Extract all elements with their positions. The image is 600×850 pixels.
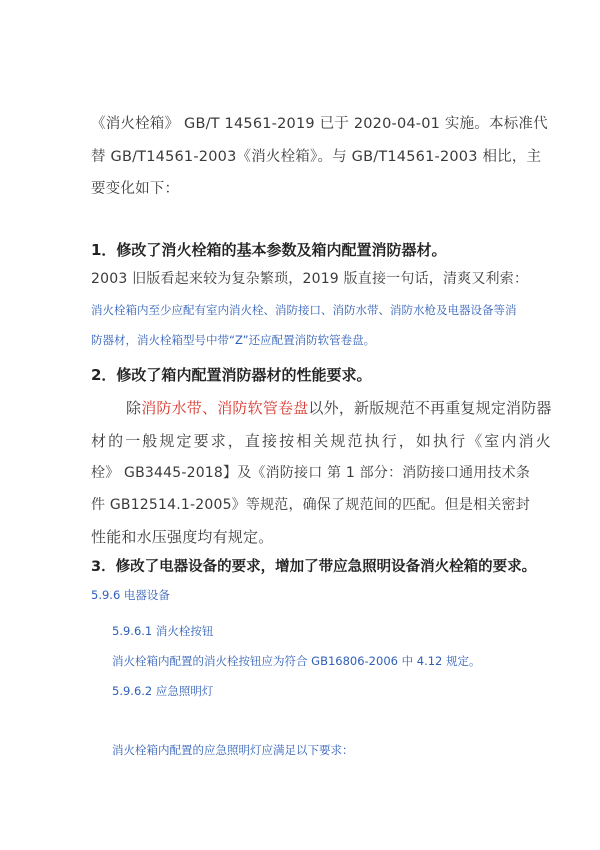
- intro-line-3: 要变化如下：: [91, 181, 180, 197]
- section-1-quote-line-1: 消火栓箱内至少应配有室内消火栓、消防接口、消防水带、消防水枪及电器设备等消: [91, 303, 517, 317]
- paragraph-rest: 以外，新版规范不再重复规定消防器: [308, 399, 552, 417]
- section-1-quote-line-2: 防器材，消火栓箱型号中带“Z”还应配置消防软管卷盘。: [91, 333, 376, 347]
- paragraph-prefix: 除: [126, 399, 142, 417]
- section-1-note: 2003 旧版看起来较为复杂繁琐，2019 版直接一句话，清爽又利索：: [91, 271, 529, 287]
- highlight-hose-reel: 消防软管卷盘: [217, 399, 309, 417]
- clause-5-9-6-2-text: 消火栓箱内配置的应急照明灯应满足以下要求：: [112, 743, 354, 757]
- highlight-separator: 、: [202, 399, 218, 417]
- clause-5-9-6-1: 5.9.6.1 消火栓按钮: [112, 624, 214, 638]
- clause-5-9-6: 5.9.6 电器设备: [91, 588, 170, 602]
- clause-5-9-6-1-text: 消火栓箱内配置的消火栓按钮应为符合 GB16806-2006 中 4.12 规定。: [112, 654, 481, 668]
- highlight-fire-hose: 消防水带: [141, 399, 203, 417]
- section-2-paragraph-line-5: 性能和水压强度均有规定。: [91, 528, 274, 546]
- section-2-paragraph-line-1: [126, 397, 552, 418]
- section-2-paragraph-line-4: 件 GB12514.1-2005》等规范，确保了规范间的匹配。但是相关密封: [91, 497, 530, 513]
- intro-line-2: 替 GB/T14561-2003《消火栓箱》。与 GB/T14561-2003 相比，主: [91, 149, 542, 165]
- clause-5-9-6-2: 5.9.6.2 应急照明灯: [112, 684, 214, 698]
- section-3-heading: 3．修改了电器设备的要求，增加了带应急照明设备消火栓箱的要求。: [91, 559, 537, 575]
- section-2-heading: 2．修改了箱内配置消防器材的性能要求。: [91, 366, 372, 384]
- section-2-paragraph-line-3: 栓》 GB3445-2018】及《消防接口 第 1 部分：消防接口通用技术条: [91, 465, 531, 481]
- section-2-paragraph-line-2: 材的一般规定要求，直接按相关规范执行，如执行《室内消火: [91, 432, 553, 450]
- section-1-heading: 1．修改了消火栓箱的基本参数及箱内配置消防器材。: [91, 241, 447, 259]
- intro-line-1: 《消火栓箱》 GB/T 14561-2019 已于 2020-04-01 实施。本标准代: [91, 116, 548, 132]
